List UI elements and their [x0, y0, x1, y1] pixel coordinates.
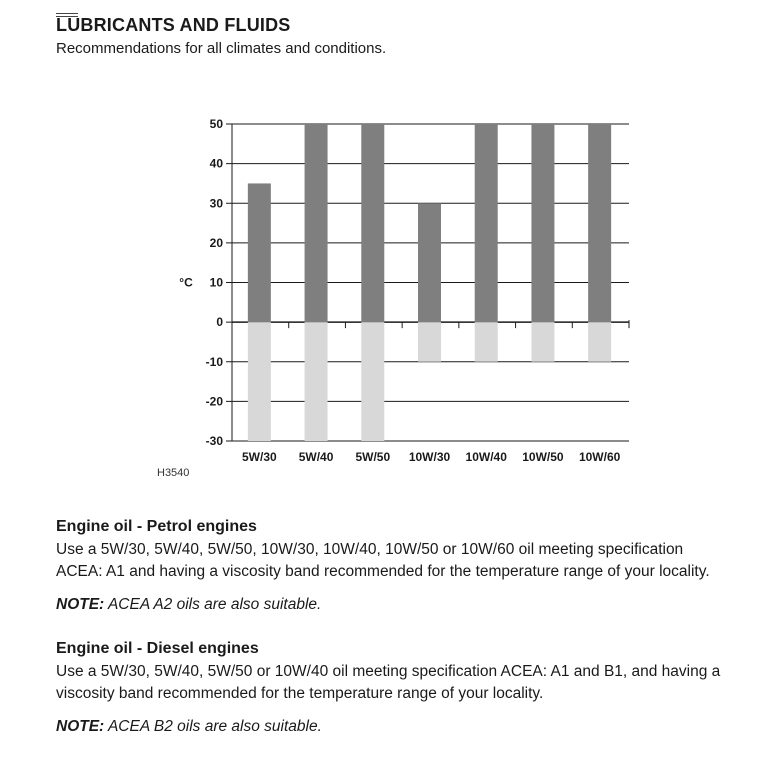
x-tick-label: 10W/30 [408, 450, 451, 464]
bar-warm-range [418, 203, 441, 322]
bar-cold-range [305, 322, 328, 441]
diesel-text-line-2: viscosity band recommended for the temperature range of your locality. [56, 685, 544, 702]
petrol-note [56, 596, 321, 614]
bar-cold-range [418, 322, 441, 362]
y-tick-label: 30 [209, 196, 223, 211]
diesel-heading: Engine oil - Diesel engines [56, 640, 259, 657]
bar-cold-range [248, 322, 271, 441]
diesel-text-line-1: Use a 5W/30, 5W/40, 5W/50 or 10W/40 oil meeting specification ACEA: A1 and B1, and having a [56, 663, 721, 680]
page-subtitle: Recommendations for all climates and conditions. [56, 40, 387, 57]
x-tick-label: 5W/40 [298, 450, 334, 464]
bar-warm-range [361, 124, 384, 322]
y-axis-label: °C [179, 275, 193, 290]
y-tick-label: 20 [209, 235, 223, 250]
figure-code: H3540 [157, 467, 190, 479]
y-tick-label: 40 [209, 156, 223, 171]
y-tick-label: -20 [205, 394, 223, 409]
bar-cold-range [531, 322, 554, 362]
y-tick-label: 50 [209, 117, 223, 131]
bar-warm-range [248, 183, 271, 322]
y-tick-label: 0 [216, 315, 223, 330]
y-tick-label: -10 [205, 354, 223, 369]
bar-cold-range [361, 322, 384, 441]
bar-warm-range [588, 124, 611, 322]
x-tick-label: 5W/30 [242, 450, 277, 464]
page-title: LUBRICANTS AND FLUIDS [56, 15, 291, 35]
petrol-heading: Engine oil - Petrol engines [56, 518, 257, 535]
petrol-note-label: NOTE: [56, 596, 105, 613]
diesel-note [56, 718, 322, 736]
bar-warm-range [475, 124, 498, 322]
bar-warm-range [305, 124, 328, 322]
x-tick-label: 10W/40 [465, 450, 507, 464]
bar-cold-range [588, 322, 611, 362]
bar-warm-range [531, 124, 554, 322]
x-tick-label: 10W/50 [522, 450, 564, 464]
x-tick-label: 5W/50 [355, 450, 391, 464]
y-tick-label: -30 [205, 434, 223, 448]
bar-cold-range [475, 322, 498, 362]
x-tick-label: 10W/60 [578, 450, 621, 464]
diesel-note-text: ACEA B2 oils are also suitable. [104, 718, 322, 735]
y-tick-label: 10 [209, 275, 223, 290]
petrol-note-text: ACEA A2 oils are also suitable. [104, 596, 322, 613]
diesel-note-label: NOTE: [56, 718, 105, 735]
petrol-text-line-2: ACEA: A1 and having a viscosity band recommended for the temperature range of your locality. [56, 563, 710, 580]
petrol-text-line-1: Use a 5W/30, 5W/40, 5W/50, 10W/30, 10W/40, 10W/50 or 10W/60 oil meeting specification [56, 541, 684, 558]
